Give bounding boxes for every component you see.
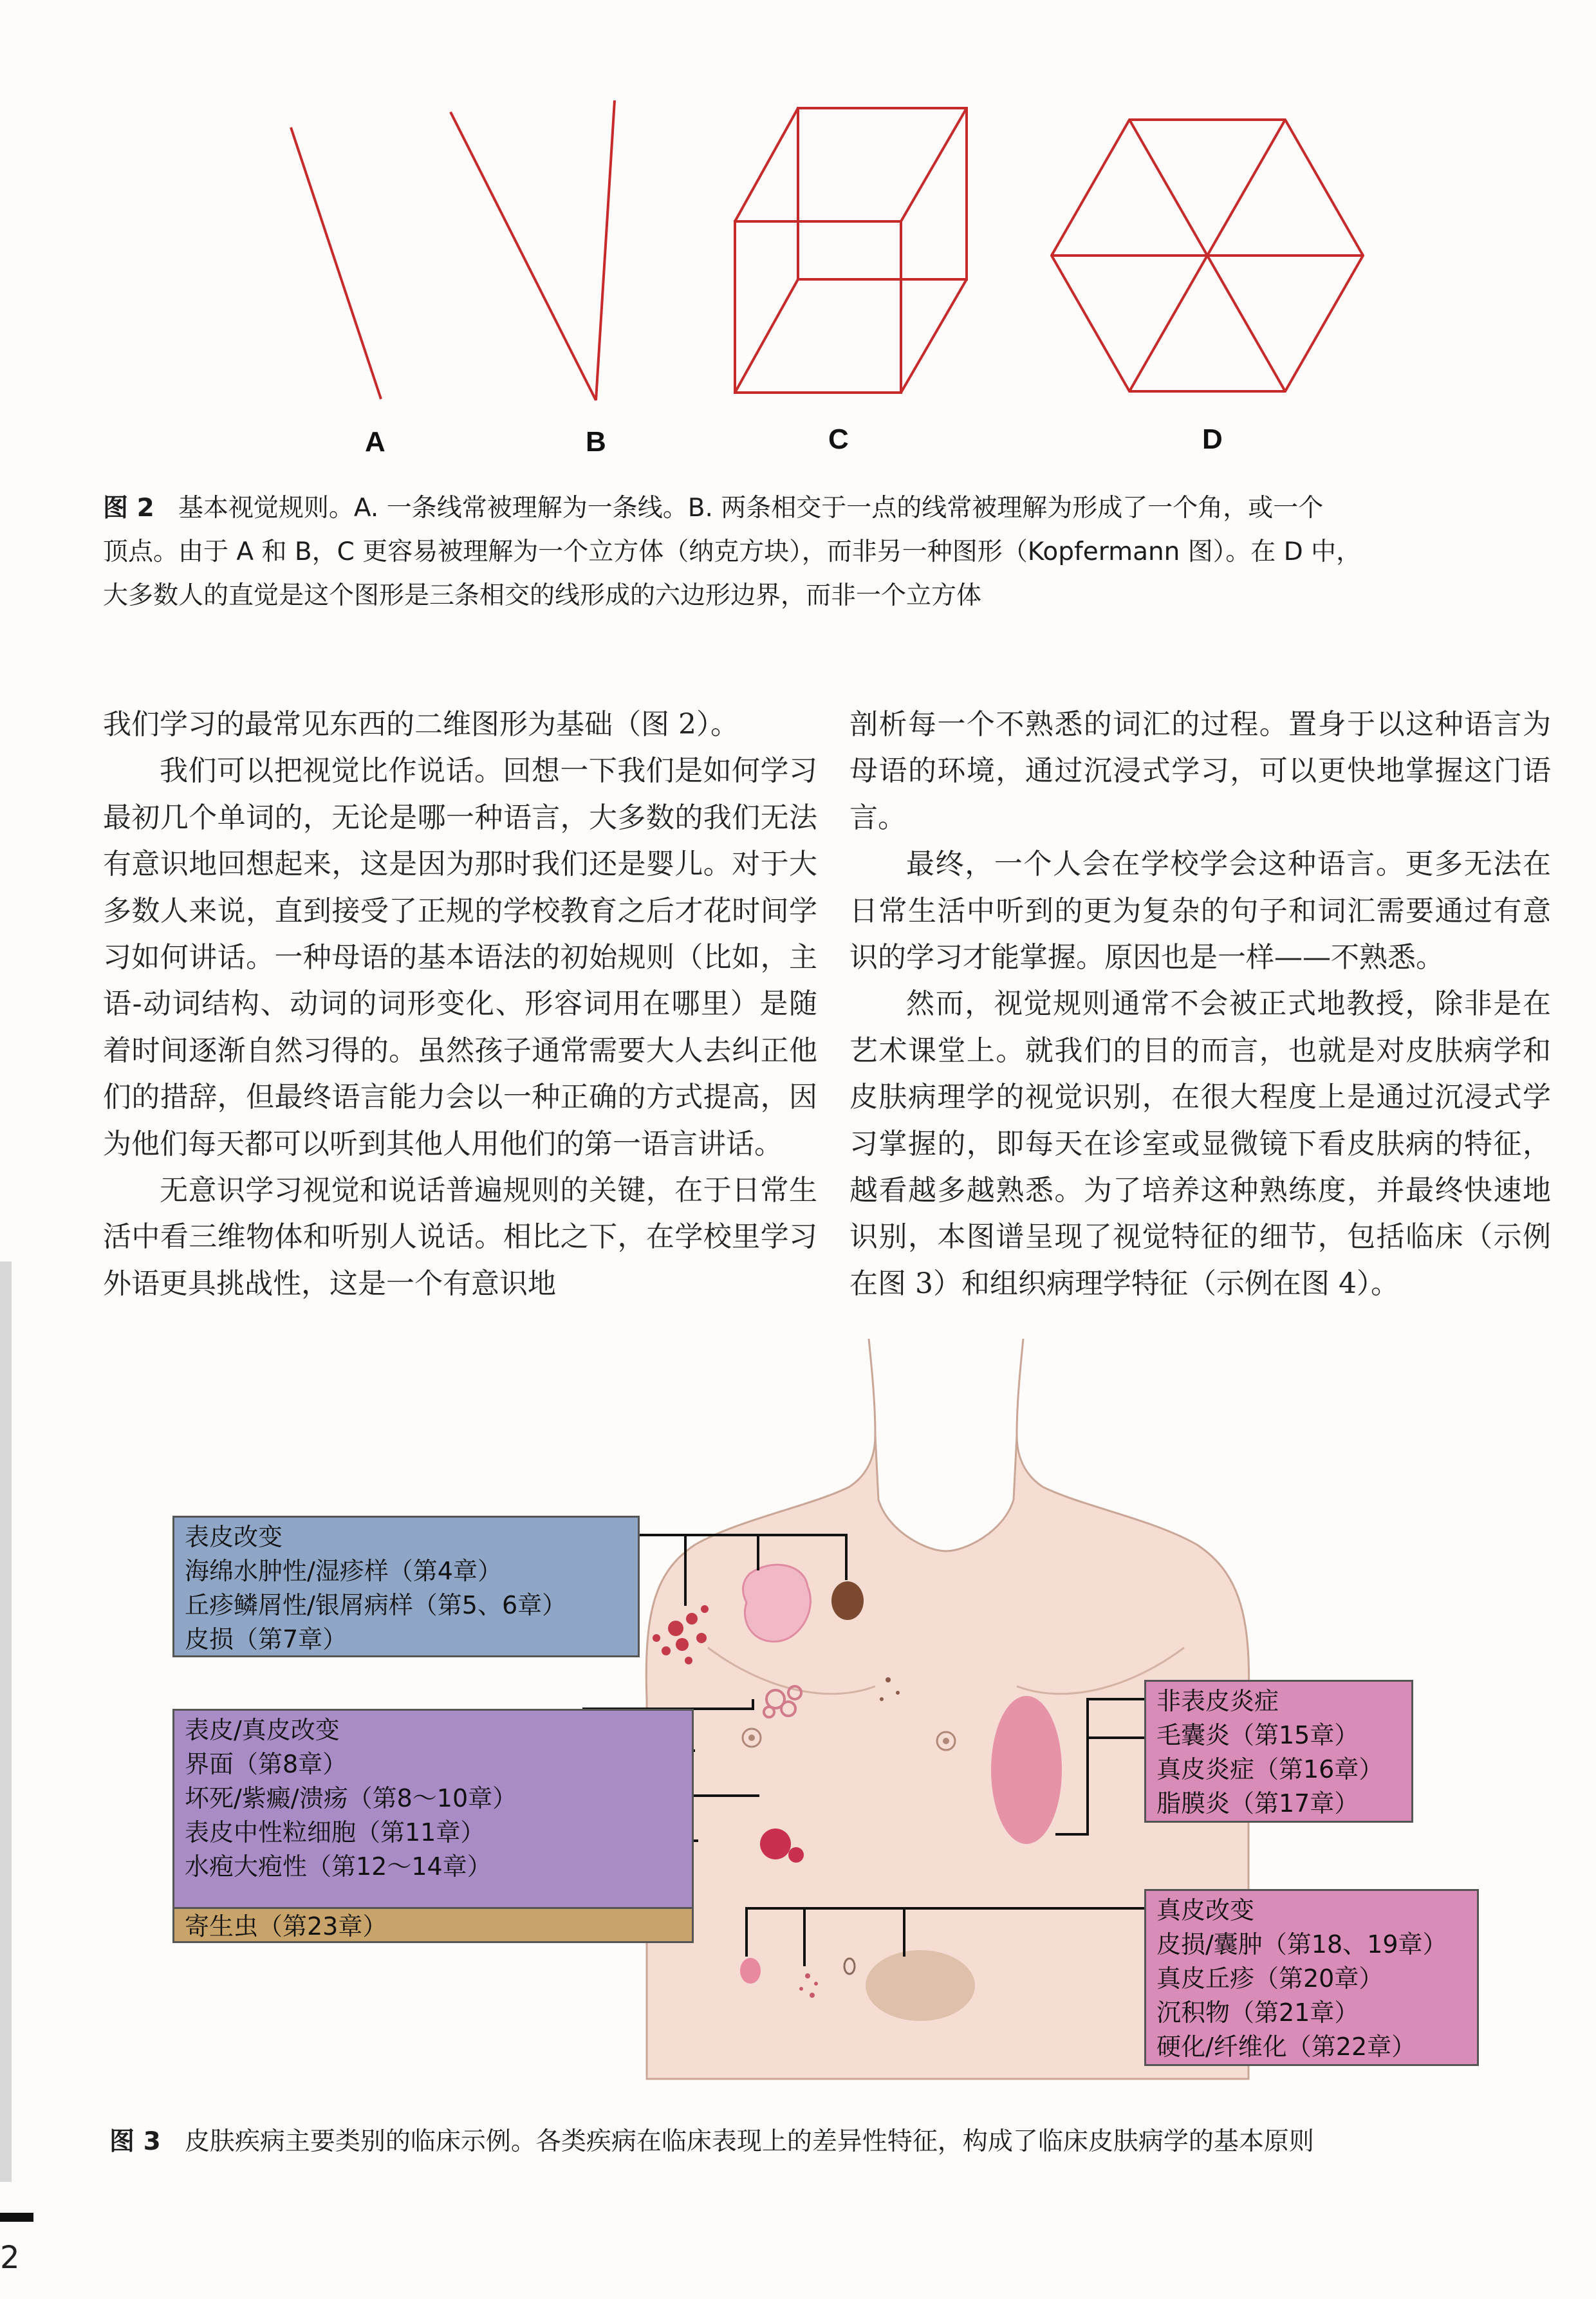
lesion-nodule: [740, 1958, 761, 1984]
label-b: B: [586, 426, 606, 458]
figure-3-caption-label: 图 3: [109, 2127, 161, 2156]
page-number: 2: [0, 2240, 20, 2276]
panel-dermoepidermal-changes: [172, 1709, 694, 1910]
panel-epidermal-item: 丘疹鳞屑性/银屑病样（第5、6章）: [185, 1591, 567, 1619]
figure-3-caption: [109, 2121, 1314, 2157]
panel-dermoepidermal-title: 表皮/真皮改变: [185, 1716, 340, 1744]
panel-dermoepidermal-item: 坏死/紫癜/溃疡（第8～10章）: [185, 1784, 517, 1812]
panel-epidermal-item: 海绵水肿性/湿疹样（第4章）: [185, 1557, 502, 1585]
right-paragraph-2: 最终，一个人会在学校学会这种语言。更多无法在日常生活中听到的更为复杂的句子和词汇需要通过有意识的学习才能掌握。原因也是一样——不熟悉。: [849, 848, 1551, 974]
panel-dermoepidermal-item: 界面（第8章）: [185, 1750, 348, 1778]
panel-dermal-item: 硬化/纤维化（第22章）: [1156, 2033, 1416, 2061]
panel-nonepidermal-item: 脂膜炎（第17章）: [1156, 1789, 1359, 1818]
figure-2-caption-label: 图 2: [103, 494, 154, 523]
figure-2-caption-line-2: 顶点。由于 A 和 B，C 更容易被理解为一个立方体（纳克方块），而非另一种图形（Kopfermann 图）。在 D 中，: [103, 537, 1362, 566]
panel-epidermal-changes: [172, 1516, 640, 1657]
figure-3-caption-text: 皮肤疾病主要类别的临床示例。各类疾病在临床表现上的差异性特征，构成了临床皮肤病学的基本原则: [184, 2127, 1314, 2156]
panel-nonepidermal-inflammation: [1144, 1680, 1413, 1823]
panel-parasite: [172, 1907, 694, 1943]
left-paragraph-2: 我们可以把视觉比作说话。回想一下我们是如何学习最初几个单词的，无论是哪一种语言，大多数的我们无法有意识地回想起来，这是因为那时我们还是婴儿。对于大多数人来说，直到接受了正规的学校教育之后才花时间学习如何讲话。一种母语的基本语法的初始规则（比如，主语-动词结构、动词的词形变化、形容词用在哪里）是随着时间逐渐自然习得的。虽然孩子通常需要大人去纠正他们的措辞，但最终语言能力会以一种正确的方式提高，因为他们每天都可以听到其他人用他们的第一语言讲话。: [103, 754, 817, 1160]
page-edge-mark: [0, 2213, 33, 2222]
figure-2-caption-line-3: 大多数人的直觉是这个图形是三条相交的线形成的六边形边界，而非一个立方体: [103, 581, 982, 610]
label-d: D: [1202, 424, 1223, 455]
panel-parasite-label: 寄生虫（第23章）: [185, 1912, 387, 1941]
lesion-dermal-inflammation: [991, 1696, 1062, 1844]
page-edge-shadow: [0, 1261, 12, 2182]
right-paragraph-3: 然而，视觉规则通常不会被正式地教授，除非是在艺术课堂上。就我们的目的而言，也就是对皮肤病学和皮肤病理学的视觉识别，在很大程度上是通过沉浸式学习掌握的，即每天在诊室或显微镜下看皮肤病的特征，越看越多越熟悉。为了培养这种熟练度，并最终快速地识别，本图谱呈现了视觉特征的细节，包括临床（示例在图 3）和组织病理学特征（示例在图 4）。: [849, 987, 1551, 1300]
panel-epidermal-title: 表皮改变: [185, 1523, 283, 1551]
figure-2-caption-line-1: 基本视觉规则。A. 一条线常被理解为一条线。B. 两条相交于一点的线常被理解为形成了一个角，或一个: [178, 494, 1324, 523]
left-paragraph-3: 无意识学习视觉和说话普遍规则的关键，在于日常生活中看三维物体和听别人说话。相比之下，在学校里学习外语更具挑战性，这是一个有意识地: [103, 1174, 817, 1300]
right-paragraph-1: 剖析每一个不熟悉的词汇的过程。置身于以这种语言为母语的环境，通过沉浸式学习，可以更快地掌握这门语言。: [849, 708, 1551, 834]
panel-dermal-item: 真皮丘疹（第20章）: [1156, 1964, 1384, 1993]
panel-dermal-item: 皮损/囊肿（第18、19章）: [1156, 1930, 1447, 1959]
panel-nonepidermal-title: 非表皮炎症: [1156, 1687, 1279, 1715]
panel-epidermal-item: 皮损（第7章）: [185, 1625, 348, 1653]
left-paragraph-1: 我们学习的最常见东西的二维图形为基础（图 2）。: [103, 708, 739, 741]
label-c: C: [828, 424, 849, 455]
lesion-nevus: [831, 1581, 864, 1620]
panel-dermoepidermal-item: 水疱大疱性（第12～14章）: [185, 1852, 492, 1881]
panel-dermal-item: 沉积物（第21章）: [1156, 1998, 1359, 2027]
label-a: A: [365, 426, 385, 458]
panel-dermal-changes: [1144, 1889, 1479, 2066]
lesion-sclerosis: [866, 1950, 975, 2021]
lesion-vesicle: [760, 1829, 791, 1859]
panel-nonepidermal-item: 真皮炎症（第16章）: [1156, 1755, 1384, 1783]
panel-nonepidermal-item: 毛囊炎（第15章）: [1156, 1721, 1359, 1749]
panel-dermoepidermal-item: 表皮中性粒细胞（第11章）: [185, 1818, 485, 1847]
panel-dermal-title: 真皮改变: [1156, 1896, 1255, 1924]
